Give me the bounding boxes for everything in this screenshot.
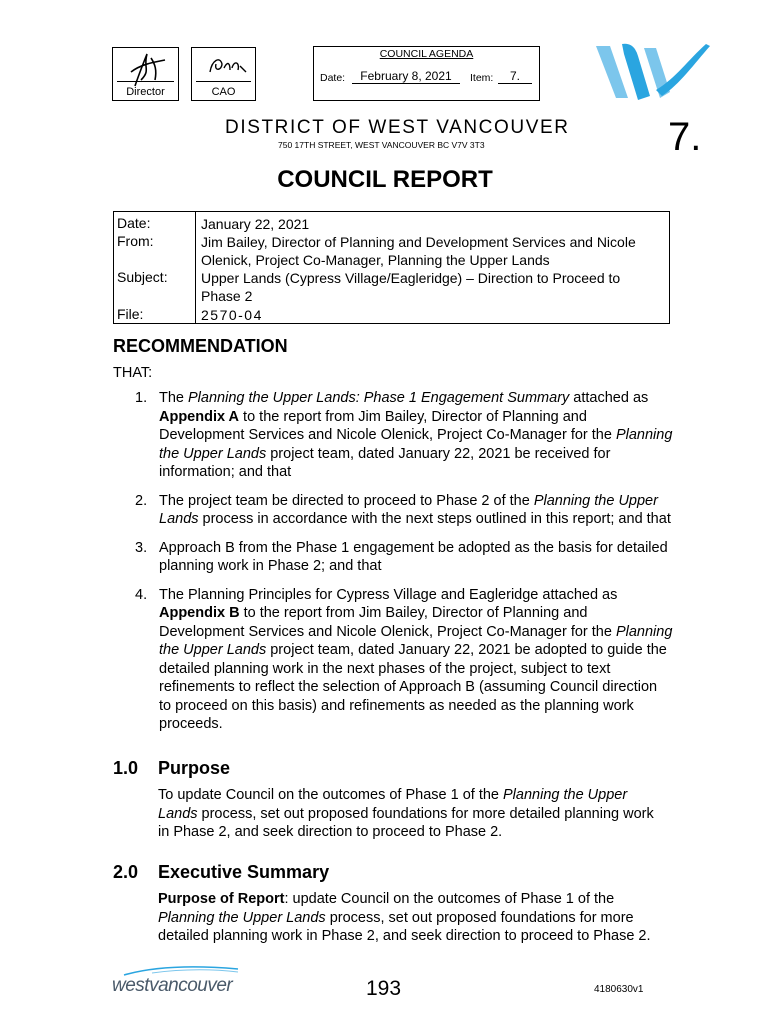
logo-w-left <box>596 46 628 98</box>
recommendation-item: 4. The Planning Principles for Cypress Village and Eagleridge attached as Appendix B to the report from Jim Bailey, Director of Planning and Development Services and Nicole Olenick, Project Co-Manager for the Planning the Upper Lands project team, dated January 22, 2021 be adopted to guide the detailed planning work in the next phases of the project, subject to text refinements to reflect the selection of Approach B (assuming Council direction to proceed on this basis) and refinements as needed as the planning work proceeds. <box>135 586 673 732</box>
report-title: COUNCIL REPORT <box>277 166 493 193</box>
director-label: Director <box>126 86 165 98</box>
purpose-section-number: 1.0 <box>113 758 139 778</box>
director-signoff-box <box>112 47 179 101</box>
recommendation-heading: RECOMMENDATION <box>113 336 288 356</box>
info-subject-value: Upper Lands (Cypress Village/Eagleridge) – Direction to Proceed to Phase 2 <box>201 270 621 304</box>
footer-west-vancouver-logo <box>112 965 252 997</box>
agenda-heading: COUNCIL AGENDA <box>379 48 474 60</box>
document-code: 4180630v1 <box>594 984 644 995</box>
council-agenda-box <box>313 46 540 101</box>
purpose-section-title: Purpose <box>158 758 231 778</box>
recommendation-item: 2. The project team be directed to proceed to Phase 2 of the Planning the Upper Lands process in accordance with the next steps outlined in this report; and that <box>135 492 671 527</box>
info-file-value: 2570-04 <box>201 307 263 323</box>
cao-signoff-box <box>191 47 256 101</box>
info-subject-label: Subject: <box>117 269 168 285</box>
director-signature-mark <box>121 50 171 90</box>
purpose-paragraph: To update Council on the outcomes of Phase 1 of the Planning the Upper Lands process, set out proposed foundations for more detailed planning work in Phase 2, and seek direction to proceed to Phase 2. <box>158 787 654 840</box>
cao-signature-mark <box>200 50 250 84</box>
director-signature-line <box>117 81 174 82</box>
exec-summary-section-title: Executive Summary <box>158 862 330 882</box>
exec-summary-section-number: 2.0 <box>113 862 139 882</box>
info-from-label: From: <box>117 233 154 249</box>
organization-name: DISTRICT OF WEST VANCOUVER <box>225 117 570 138</box>
agenda-date-label: Date: <box>320 72 346 84</box>
agenda-item-number: 7. <box>668 115 702 159</box>
cao-label: CAO <box>211 86 236 98</box>
agenda-date-value: February 8, 2021 <box>352 69 460 84</box>
west-vancouver-w-logo <box>594 40 714 104</box>
info-file-label: File: <box>117 306 144 322</box>
agenda-item-value: 7. <box>498 69 532 84</box>
recommendation-item: 1. The Planning the Upper Lands: Phase 1 Engagement Summary attached as Appendix A to the report from Jim Bailey, Director of Planning and Development Services and Nicole Olenick, Project Co-Manager for the Planning the Upper Lands project team, dated January 22, 2021 be received for information; and that <box>135 390 673 480</box>
exec-summary-paragraph: Purpose of Report: update Council on the outcomes of Phase 1 of the Planning the Upper Lands process, set out proposed foundations for more detailed planning work in Phase 2, and seek direction to proceed to Phase 2. <box>158 891 651 944</box>
cao-signature-line <box>196 81 251 82</box>
report-info-table <box>113 211 670 324</box>
info-column-divider <box>195 212 196 323</box>
info-date-value: January 22, 2021 <box>201 216 310 232</box>
logo-w-sweep <box>656 44 710 96</box>
info-from-value: Jim Bailey, Director of Planning and Development Services and Nicole Olenick, Project Co-Manager, Planning the Upper Lands <box>201 234 636 268</box>
recommendation-list <box>113 389 673 744</box>
recommendation-item: 3. Approach B from the Phase 1 engagement be adopted as the basis for detailed planning work in Phase 2; and that <box>135 539 668 574</box>
info-date-label: Date: <box>117 215 151 231</box>
recommendation-intro: THAT: <box>113 365 153 381</box>
footer-logo-text: westvancouver <box>112 975 233 996</box>
organization-address: 750 17TH STREET, WEST VANCOUVER BC V7V 3T3 <box>278 140 485 150</box>
page-number: 193 <box>366 977 402 1000</box>
agenda-item-label: Item: <box>470 72 494 84</box>
